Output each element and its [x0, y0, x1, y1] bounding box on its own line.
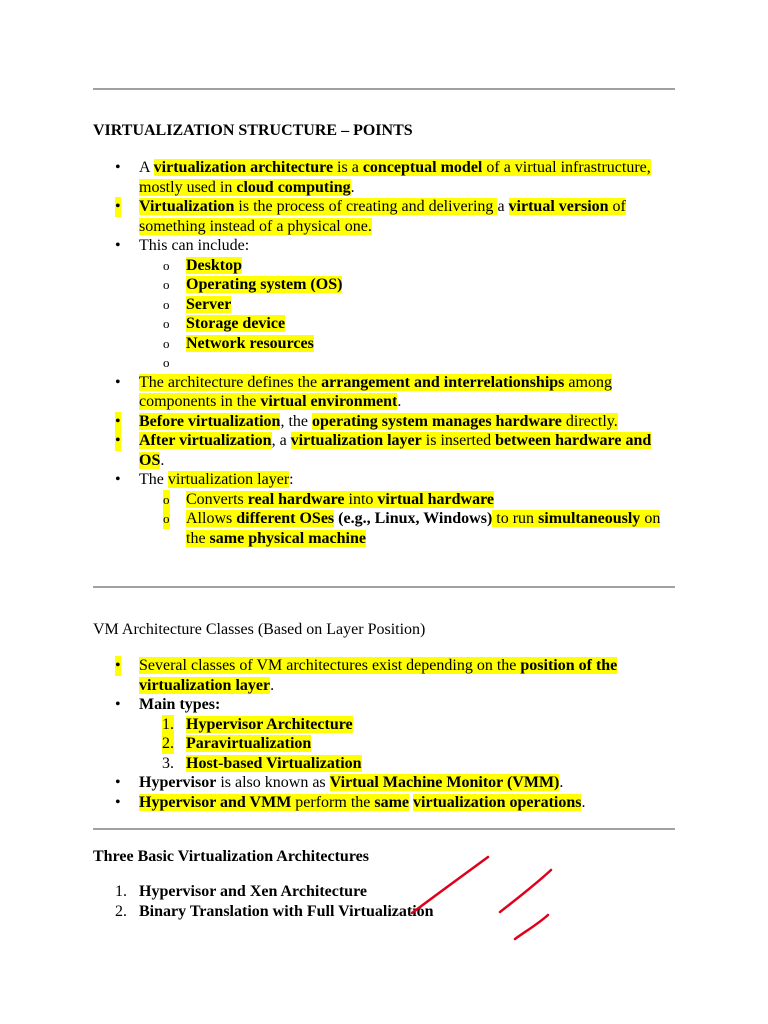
highlight-text: Operating system (OS)	[186, 276, 343, 293]
bullet-marker: •	[115, 159, 121, 176]
highlight-text: Network resources	[186, 334, 314, 352]
highlight-text: virtual hardware	[377, 490, 494, 508]
ink-stroke	[412, 857, 488, 913]
text-run: Main types:	[139, 696, 221, 713]
highlight-text: of a virtual infrastructure, mostly used in	[139, 159, 651, 196]
sub-bullet-marker: o	[163, 277, 170, 292]
highlight-text: Virtual Machine Monitor (VMM)	[329, 774, 560, 791]
highlight-text: simultaneously	[538, 510, 641, 527]
text-run: .	[160, 451, 165, 469]
highlight-text: same physical machine	[209, 529, 366, 547]
highlight-text: is a	[333, 159, 363, 176]
text-run: .	[350, 178, 355, 196]
text-run: Hypervisor	[139, 774, 217, 791]
highlight-text: between hardware and OS	[139, 432, 652, 469]
bullet-marker: •	[115, 198, 121, 215]
sub-bullet-marker: o	[163, 355, 170, 370]
bullet-marker: •	[115, 696, 121, 713]
highlight-text: Allows	[186, 510, 237, 527]
highlight-text: Host-based Virtualization	[186, 754, 362, 772]
sub-bullet-marker: o	[163, 296, 170, 312]
number-marker: 1.	[115, 883, 127, 900]
highlight-text: cloud computing	[236, 178, 351, 196]
highlight-text: Server	[186, 295, 232, 313]
highlight-text: Paravirtualization	[186, 735, 312, 752]
bullet-marker: •	[115, 774, 121, 791]
highlight-text: Desktop	[186, 256, 243, 274]
highlight-text: on the	[186, 510, 661, 547]
text-run: A	[139, 159, 154, 176]
highlight-text: Several classes of VM architectures	[139, 657, 368, 674]
highlight-text: among components in the	[139, 373, 612, 410]
highlight-text: virtualization operations	[413, 793, 582, 811]
sub-bullet-marker: o	[163, 490, 170, 510]
highlight-text: of something instead of a physical one.	[139, 198, 626, 235]
number-marker: 2.	[162, 735, 174, 752]
text-run: Binary Translation with Full Virtualization	[139, 902, 434, 920]
highlight-text: perform the	[291, 793, 375, 811]
text-run: .	[581, 793, 586, 811]
number-marker: 1.	[162, 715, 174, 733]
highlight-text: Before virtualization	[139, 412, 281, 430]
highlight-text: is the process of creating and delivering	[234, 198, 498, 215]
highlight-text: position of the virtualization layer	[139, 657, 618, 694]
highlight-text: into	[344, 490, 378, 508]
highlight-text: directly.	[561, 412, 618, 430]
highlight-text: operating system manages hardware	[312, 412, 562, 430]
highlight-text: Storage device	[186, 315, 286, 332]
bullet-marker: •	[115, 432, 121, 449]
ink-stroke	[500, 870, 551, 912]
text-run: is also known as	[216, 774, 330, 791]
highlight-text: same	[374, 793, 410, 811]
highlight-text: virtual environment	[260, 393, 398, 410]
highlight-text: Virtualization	[139, 198, 235, 215]
text-run: Hypervisor and Xen Architecture	[139, 883, 367, 900]
bullet-marker: •	[115, 412, 121, 430]
section-title: VIRTUALIZATION STRUCTURE – POINTS	[93, 122, 413, 139]
highlight-text: Hypervisor Architecture	[186, 715, 353, 733]
highlight-text: arrangement and interrelationships	[321, 373, 565, 391]
sub-bullet-marker: o	[163, 509, 170, 529]
text-run: , the	[280, 412, 312, 430]
highlight-text: Hypervisor and VMM	[139, 793, 292, 811]
text-run: This can include:	[139, 237, 250, 254]
bullet-marker: •	[115, 793, 121, 811]
text-run: a	[497, 198, 505, 215]
highlight-text: is inserted	[421, 432, 496, 449]
text-run: (e.g., Linux, Windows)	[334, 510, 493, 527]
text-run: .	[559, 774, 564, 791]
highlight-text: virtualization architecture	[153, 159, 334, 176]
bullet-marker: •	[115, 471, 121, 488]
number-marker: 2.	[115, 902, 127, 920]
sub-bullet-marker: o	[163, 316, 170, 331]
section-title: Three Basic Virtualization Architectures	[93, 848, 369, 865]
bullet-marker: •	[115, 237, 121, 254]
highlight-text: different OSes	[236, 510, 335, 527]
ink-stroke	[515, 915, 548, 939]
section-title: VM Architecture Classes (Based on Layer Position)	[93, 621, 426, 638]
bullet-marker: •	[115, 657, 121, 674]
text-run: .	[397, 393, 402, 410]
highlight-text: exist depending on the	[367, 657, 521, 674]
highlight-text: After virtualization	[139, 432, 272, 449]
text-run: , a	[271, 432, 291, 449]
text-run: The	[139, 471, 168, 488]
highlight-text: conceptual model	[362, 159, 483, 176]
text-run: :	[289, 471, 294, 488]
bullet-marker: •	[115, 373, 121, 391]
highlight-text: virtual version	[508, 198, 609, 215]
highlight-text: virtualization layer	[167, 471, 290, 488]
sub-bullet-marker: o	[163, 335, 170, 351]
highlight-text: real hardware	[247, 490, 345, 508]
sub-bullet-marker: o	[163, 257, 170, 273]
highlight-text: The architecture defines the	[139, 373, 322, 391]
highlight-text: virtualization layer	[290, 432, 422, 449]
text-run: .	[270, 676, 275, 694]
highlight-text: Converts	[186, 490, 248, 508]
number-marker: 3.	[162, 754, 174, 772]
highlight-text: to run	[492, 510, 539, 527]
